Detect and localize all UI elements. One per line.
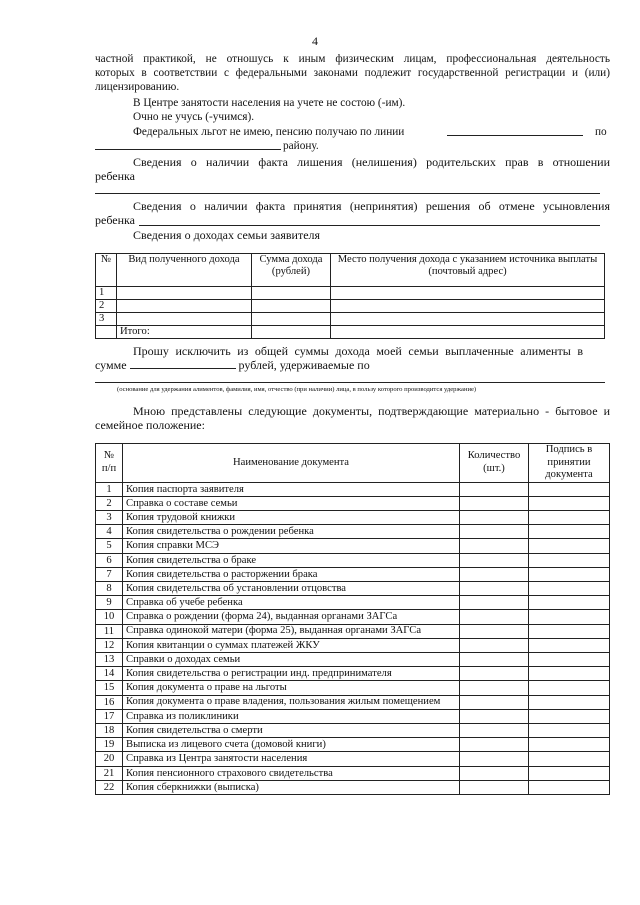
documents-table: [95, 443, 610, 795]
income-row: [96, 287, 605, 300]
doc-row-qty-cell[interactable]: [460, 496, 529, 510]
doc-row-num: 2: [96, 496, 123, 510]
table-row: [96, 667, 610, 681]
documents-table-body: [96, 482, 610, 794]
doc-row-sign-cell[interactable]: [529, 482, 610, 496]
doc-row-sign-cell[interactable]: [529, 667, 610, 681]
doc-row-sign-cell[interactable]: [529, 510, 610, 524]
doc-row-name: Копия квитанции о суммах платежей ЖКУ: [123, 638, 460, 652]
table-row: [96, 681, 610, 695]
doc-row-sign-cell[interactable]: [529, 638, 610, 652]
table-row: [96, 539, 610, 553]
doc-row-name: Справка из Центра занятости населения: [123, 752, 460, 766]
doc-row-sign-cell[interactable]: [529, 709, 610, 723]
alimony-basis-field[interactable]: [95, 382, 605, 383]
doc-row-name: Копия паспорта заявителя: [123, 482, 460, 496]
doc-row-name: Копия документа о праве на льготы: [123, 681, 460, 695]
doc-row-sign-cell[interactable]: [529, 752, 610, 766]
table-row: [96, 525, 610, 539]
table-row: [96, 567, 610, 581]
doc-row-num: 20: [96, 752, 123, 766]
study-statement: Очно не учусь (-учимся).: [133, 111, 255, 123]
alimony-sum-label: сумме: [95, 358, 127, 372]
income-source-cell[interactable]: [331, 313, 605, 326]
income-col-amount: Сумма дохода (рублей): [252, 254, 331, 287]
documents-intro-line-2: семейное положение:: [95, 418, 205, 432]
doc-row-qty-cell[interactable]: [460, 752, 529, 766]
doc-row-name: Копия свидетельства о расторжении брака: [123, 567, 460, 581]
doc-row-qty-cell[interactable]: [460, 567, 529, 581]
pension-district-label: району.: [283, 140, 319, 152]
doc-row-name: Справка о рождении (форма 24), выданная органами ЗАГСа: [123, 610, 460, 624]
adoption-field[interactable]: [139, 225, 600, 226]
doc-row-qty-cell[interactable]: [460, 596, 529, 610]
income-amount-cell[interactable]: [252, 313, 331, 326]
doc-row-sign-cell[interactable]: [529, 652, 610, 666]
doc-row-qty-cell[interactable]: [460, 695, 529, 709]
doc-row-num: 11: [96, 624, 123, 638]
income-row-num: 1: [96, 287, 117, 300]
doc-row-num: 16: [96, 695, 123, 709]
pension-statement: Федеральных льгот не имею, пенсию получаю по линии: [133, 126, 405, 138]
doc-row-num: 17: [96, 709, 123, 723]
income-col-num: №: [96, 254, 117, 287]
table-row: [96, 766, 610, 780]
income-total-amount[interactable]: [252, 326, 331, 339]
doc-row-name: Справка одинокой матери (форма 25), выданная органами ЗАГСа: [123, 624, 460, 638]
doc-row-num: 1: [96, 482, 123, 496]
income-type-cell[interactable]: [117, 287, 252, 300]
income-total-row: [96, 326, 605, 339]
table-row: [96, 553, 610, 567]
income-amount-cell[interactable]: [252, 300, 331, 313]
doc-row-name: Копия трудовой книжки: [123, 510, 460, 524]
doc-row-qty-cell[interactable]: [460, 610, 529, 624]
income-row-num: 2: [96, 300, 117, 313]
table-row: [96, 652, 610, 666]
doc-row-qty-cell[interactable]: [460, 553, 529, 567]
income-source-cell[interactable]: [331, 300, 605, 313]
table-row: [96, 780, 610, 794]
doc-row-num: 4: [96, 525, 123, 539]
income-type-cell[interactable]: [117, 300, 252, 313]
doc-col-name: Наименование документа: [123, 444, 460, 483]
documents-table-header: [96, 444, 610, 483]
income-row-num: 3: [96, 313, 117, 326]
table-row: [96, 723, 610, 737]
income-type-cell[interactable]: [117, 313, 252, 326]
doc-row-qty-cell[interactable]: [460, 709, 529, 723]
alimony-footnote: (основание для удержания алиментов, фамилия, имя, отчество (при наличии) лица, в пользу которого производится удержание): [117, 386, 477, 393]
doc-row-name: Справка о составе семьи: [123, 496, 460, 510]
doc-row-sign-cell[interactable]: [529, 766, 610, 780]
doc-row-sign-cell[interactable]: [529, 553, 610, 567]
doc-row-qty-cell[interactable]: [460, 681, 529, 695]
income-section-title: Сведения о доходах семьи заявителя: [133, 228, 321, 242]
table-row: [96, 709, 610, 723]
doc-row-qty-cell[interactable]: [460, 539, 529, 553]
table-row: [96, 581, 610, 595]
table-row: [96, 496, 610, 510]
doc-row-sign-cell[interactable]: [529, 581, 610, 595]
table-row: [96, 752, 610, 766]
doc-row-sign-cell[interactable]: [529, 695, 610, 709]
doc-row-sign-cell[interactable]: [529, 610, 610, 624]
doc-row-name: Справки о доходах семьи: [123, 652, 460, 666]
doc-row-qty-cell[interactable]: [460, 766, 529, 780]
doc-row-sign-cell[interactable]: [529, 738, 610, 752]
doc-row-name: Справка об учебе ребенка: [123, 596, 460, 610]
doc-row-qty-cell[interactable]: [460, 510, 529, 524]
doc-row-sign-cell[interactable]: [529, 539, 610, 553]
doc-col-sign: Подпись в принятии документа: [529, 444, 610, 483]
doc-row-sign-cell[interactable]: [529, 596, 610, 610]
table-row: [96, 738, 610, 752]
intro-line-3: лицензированию.: [95, 81, 180, 93]
doc-row-name: Копия пенсионного страхового свидетельства: [123, 766, 460, 780]
doc-row-qty-cell[interactable]: [460, 780, 529, 794]
doc-row-name: Копия свидетельства об установлении отцовства: [123, 581, 460, 595]
doc-row-num: 10: [96, 610, 123, 624]
doc-row-num: 6: [96, 553, 123, 567]
table-row: [96, 624, 610, 638]
doc-row-sign-cell[interactable]: [529, 723, 610, 737]
doc-row-sign-cell[interactable]: [529, 525, 610, 539]
intro-line-1: частной практикой, не отношусь к иным физическим лицам, профессиональная деятельность: [95, 53, 610, 65]
doc-row-qty-cell[interactable]: [460, 652, 529, 666]
table-row: [96, 695, 610, 709]
employment-statement: В Центре занятости населения на учете не состою (-им).: [133, 97, 406, 109]
doc-row-qty-cell[interactable]: [460, 525, 529, 539]
alimony-line-1: Прошу исключить из общей суммы дохода моей семьи выплаченные алименты в: [133, 344, 583, 358]
income-row: [96, 300, 605, 313]
parental-rights-field[interactable]: [95, 193, 600, 194]
alimony-rest: рублей, удерживаемые по: [238, 358, 370, 372]
documents-intro-line-1: Мною представлены следующие документы, подтверждающие материально - бытовое и: [133, 404, 610, 418]
income-table: [95, 253, 605, 339]
doc-row-num: 9: [96, 596, 123, 610]
doc-row-qty-cell[interactable]: [460, 638, 529, 652]
doc-row-num: 14: [96, 667, 123, 681]
doc-row-num: 13: [96, 652, 123, 666]
doc-row-name: Копия свидетельства о браке: [123, 553, 460, 567]
doc-row-name: Копия свидетельства о рождении ребенка: [123, 525, 460, 539]
doc-row-sign-cell[interactable]: [529, 624, 610, 638]
income-table-header: [96, 254, 605, 287]
pension-type-field[interactable]: [447, 135, 583, 136]
doc-row-name: Копия свидетельства о смерти: [123, 723, 460, 737]
doc-row-num: 21: [96, 766, 123, 780]
doc-row-qty-cell[interactable]: [460, 723, 529, 737]
doc-row-name: Копия документа о праве владения, пользования жилым помещением: [123, 695, 460, 709]
doc-row-num: 5: [96, 539, 123, 553]
doc-row-name: Справка из поликлиники: [123, 709, 460, 723]
table-row: [96, 638, 610, 652]
pension-po: по: [595, 126, 607, 138]
doc-row-name: Выписка из лицевого счета (домовой книги): [123, 738, 460, 752]
pension-district-field[interactable]: [95, 149, 281, 150]
income-source-cell[interactable]: [331, 287, 605, 300]
doc-row-qty-cell[interactable]: [460, 581, 529, 595]
alimony-sum-field[interactable]: [130, 358, 236, 369]
doc-row-sign-cell[interactable]: [529, 681, 610, 695]
doc-row-num: 12: [96, 638, 123, 652]
doc-row-num: 8: [96, 581, 123, 595]
page-number: 4: [312, 34, 318, 48]
parental-rights-line-2: ребенка: [95, 169, 135, 183]
income-col-source: Место получения дохода с указанием источника выплаты (почтовый адрес): [331, 254, 605, 287]
adoption-line-1: Сведения о наличии факта принятия (непринятия) решения об отмене усыновления: [133, 199, 610, 213]
doc-row-qty-cell[interactable]: [460, 667, 529, 681]
intro-line-2: которых в соответствии с федеральными законами подлежит государственной регистрации и (или): [95, 67, 610, 79]
adoption-line-2: ребенка: [95, 213, 135, 227]
table-row: [96, 510, 610, 524]
alimony-line-2: [95, 358, 370, 372]
income-col-type: Вид полученного дохода: [117, 254, 252, 287]
doc-col-num: № п/п: [96, 444, 123, 483]
doc-row-num: 18: [96, 723, 123, 737]
doc-row-num: 22: [96, 780, 123, 794]
doc-row-num: 7: [96, 567, 123, 581]
income-row: [96, 313, 605, 326]
doc-row-qty-cell[interactable]: [460, 738, 529, 752]
doc-row-num: 3: [96, 510, 123, 524]
doc-row-name: Копия сберкнижки (выписка): [123, 780, 460, 794]
doc-row-name: Копия свидетельства о регистрации инд. предпринимателя: [123, 667, 460, 681]
doc-row-sign-cell[interactable]: [529, 780, 610, 794]
parental-rights-line-1: Сведения о наличии факта лишения (нелишения) родительских прав в отношении: [133, 155, 610, 169]
income-amount-cell[interactable]: [252, 287, 331, 300]
doc-row-qty-cell[interactable]: [460, 624, 529, 638]
table-row: [96, 482, 610, 496]
table-row: [96, 596, 610, 610]
doc-row-qty-cell[interactable]: [460, 482, 529, 496]
doc-row-num: 19: [96, 738, 123, 752]
doc-row-num: 15: [96, 681, 123, 695]
doc-row-name: Копия справки МСЭ: [123, 539, 460, 553]
doc-col-qty: Количество (шт.): [460, 444, 529, 483]
doc-row-sign-cell[interactable]: [529, 567, 610, 581]
doc-row-sign-cell[interactable]: [529, 496, 610, 510]
table-row: [96, 610, 610, 624]
income-total-label: Итого:: [117, 326, 252, 339]
